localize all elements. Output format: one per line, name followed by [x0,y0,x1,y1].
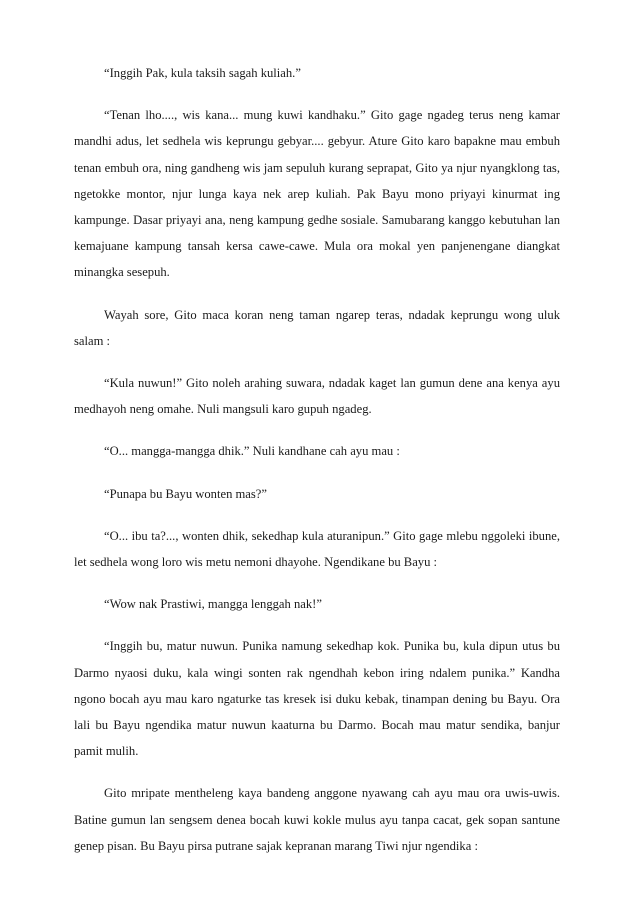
paragraph-1: “Inggih Pak, kula taksih sagah kuliah.” [104,66,301,80]
paragraph-10: Gito mripate mentheleng kaya bandeng anggone nyawang cah ayu mau ora uwis-uwis. Batine gumun lan sengsem denea bocah kuwi kokle mulus ayu tanpa cacat, gek sopan santune genep pisan. Bu Bayu pirsa putrane sajak kepranan marang Tiwi njur ngendika : [74,786,560,853]
paragraph-5: “O... mangga-mangga dhik.” Nuli kandhane cah ayu mau : [104,444,400,459]
paragraph-8: “Wow nak Prastiwi, mangga lenggah nak!” [104,597,322,612]
paragraph-7: “O... ibu ta?..., wonten dhik, sekedhap kula aturanipun.” Gito gage mlebu nggoleki ibune, let sedhela wong loro wis metu nemoni dhayohe. Ngendikane bu Bayu : [74,528,560,570]
paragraph-9: “Inggih bu, matur nuwun. Punika namung sekedhap kok. Punika bu, kula dipun utus bu Darmo nyaosi duku, kala wingi sonten rak ngendhah kebon iring ndalem punika.” Kandha ngono bocah ayu mau karo ngaturke tas kresek isi duku kebak, tinampan dening bu Bayu. Ora lali bu Bayu ngendika matur nuwun kaaturna bu Darmo. Bocah mau matur sendika, banjur pamit mulih. [74,639,560,759]
paragraph-4: “Kula nuwun!” Gito noleh arahing suwara, ndadak kaget lan gumun dene ana kenya ayu medhayoh neng omahe. Nuli mangsuli karo gupuh ngadeg. [74,376,560,417]
paragraph-2: “Tenan lho...., wis kana... mung kuwi kandhaku.” Gito gage ngadeg terus neng kamar mandhi adus, let sedhela wis keprungu gebyar.... gebyur. Ature Gito karo bapakne mau embuh tenan embuh ora, ning gandheng wis jam sepuluh kurang seprapat, Gito ya njur nyangklong tas, ngetokke montor, njur lunga kaya nek arep kuliah. Pak Bayu mono priyayi kinurmat ing kampunge. Dasar priyayi ana, neng kampung gedhe sosiale. Samubarang kanggo kebutuhan lan kemajuane kampung tansah kersa cawe-cawe. Mula ora mokal yen panjenengane diangkat minangka sesepuh. [74,108,560,280]
paragraph-3: Wayah sore, Gito maca koran neng taman ngarep teras, ndadak keprungu wong uluk salam : [74,307,560,348]
document-body [74,60,560,875]
paragraph-6: “Punapa bu Bayu wonten mas?” [104,486,267,501]
